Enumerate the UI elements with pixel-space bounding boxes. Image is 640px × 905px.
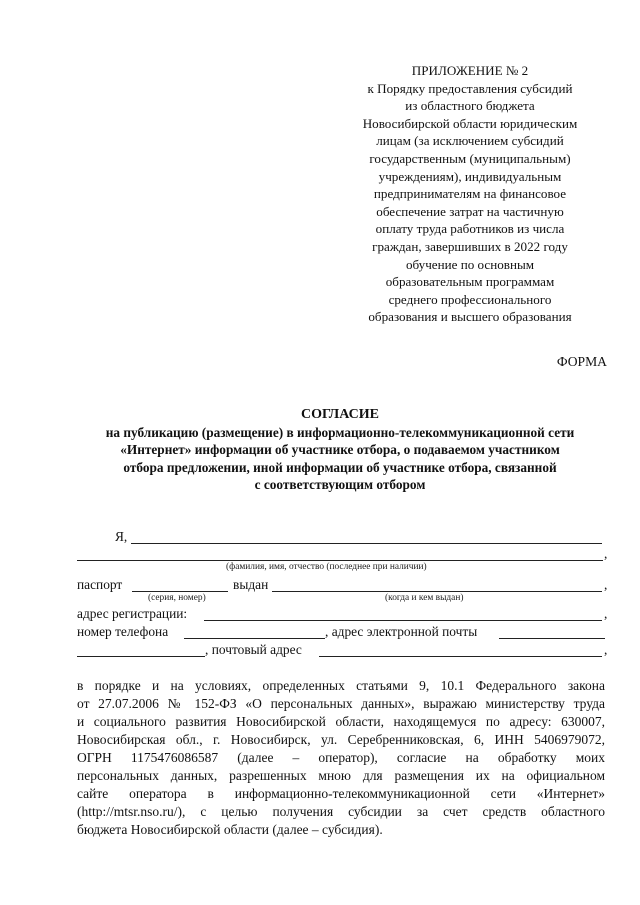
line-end-comma: , — [604, 577, 608, 592]
line-end-comma: , — [604, 606, 608, 621]
heading-line: на публикацию (размещение) в информационно-телекоммуникационной сети — [105, 424, 575, 440]
email-field-continuation[interactable] — [77, 656, 205, 657]
line-end-comma: , — [604, 642, 608, 657]
email-field[interactable] — [499, 638, 605, 639]
body-line: Новосибирская обл., г. Новосибирск, ул. Серебренниковская, 6, ИНН 5406979072, — [77, 732, 605, 747]
address-field[interactable] — [204, 620, 602, 621]
appendix-line: ПРИЛОЖЕНИЕ № 2 — [411, 63, 529, 78]
phone-field[interactable] — [184, 638, 325, 639]
appendix-line: к Порядку предоставления субсидий — [367, 80, 573, 96]
document-heading — [60, 406, 620, 494]
issued-label: выдан — [233, 577, 269, 592]
form-label: ФОРМА — [556, 354, 607, 369]
issued-hint: (когда и кем выдан) — [385, 593, 464, 603]
heading-line: «Интернет» информации об участнике отбора, о подаваемом участником — [120, 442, 560, 458]
appendix-line: оплату труда работников из числа — [375, 221, 565, 237]
phone-label: номер телефона — [77, 624, 169, 639]
fio-field-line-2[interactable] — [77, 560, 603, 561]
appendix-line: государственным (муниципальным) — [369, 150, 571, 166]
email-label: , адрес электронной почты — [325, 624, 478, 639]
appendix-line: из областного бюджета — [405, 98, 535, 114]
passport-number-field[interactable] — [132, 591, 228, 592]
appendix-line: обеспечение затрат на частичную — [376, 203, 564, 219]
document-title: СОГЛАСИЕ — [301, 407, 379, 422]
series-hint: (серия, номер) — [148, 593, 206, 603]
passport-label: паспорт — [77, 577, 123, 592]
postal-address-field[interactable] — [319, 656, 602, 657]
appendix-line: предпринимателям на финансовое — [373, 186, 567, 202]
passport-issued-field[interactable] — [272, 591, 602, 592]
appendix-line: образовательным программам — [385, 274, 555, 290]
body-line: ОГРН 1175476086587 (далее – оператор), согласие на обработку моих — [77, 750, 605, 765]
body-line: сайте оператора в информационно-телекоммуникационной сети «Интернет» — [77, 786, 605, 801]
body-line: (http://mtsr.nso.ru/), с целью получения субсидии за счет средств областного — [77, 804, 605, 819]
ya-label: Я, — [115, 529, 128, 544]
body-line: персональных данных, разрешенных мною для размещения их на официальном — [77, 768, 605, 783]
heading-line: отбора предложении, иной информации об участнике отбора, связанной — [123, 459, 557, 475]
body-line: в порядке и на условиях, определенных статьями 9, 10.1 Федерального закона — [77, 678, 605, 693]
appendix-line: среднего профессионального — [388, 291, 552, 307]
line-end-comma: , — [604, 546, 608, 561]
body-line: и социального развития Новосибирской области, находящемуся по адресу: 630007, — [77, 714, 605, 729]
body-line: бюджета Новосибирской области (далее – субсидия). — [77, 822, 383, 837]
appendix-line: образования и высшего образования — [368, 309, 572, 325]
appendix-block — [330, 62, 610, 326]
consent-body — [77, 677, 605, 839]
appendix-line: лицам (за исключением субсидий — [376, 133, 564, 149]
heading-line: с соответствующим отбором — [254, 477, 426, 493]
fio-field-line-1[interactable] — [131, 543, 602, 544]
appendix-line: граждан, завершивших в 2022 году — [372, 238, 568, 254]
appendix-line: учреждениям), индивидуальным — [378, 168, 562, 184]
address-label: адрес регистрации: — [77, 606, 188, 621]
body-line: от 27.07.2006 № 152-ФЗ «О персональных данных», выражаю министерству труда — [77, 696, 605, 711]
appendix-line: Новосибирской области юридическим — [362, 115, 578, 131]
appendix-line: обучение по основным — [405, 256, 535, 272]
fio-hint: (фамилия, имя, отчество (последнее при наличии) — [226, 562, 427, 572]
postal-label: , почтовый адрес — [205, 642, 302, 657]
